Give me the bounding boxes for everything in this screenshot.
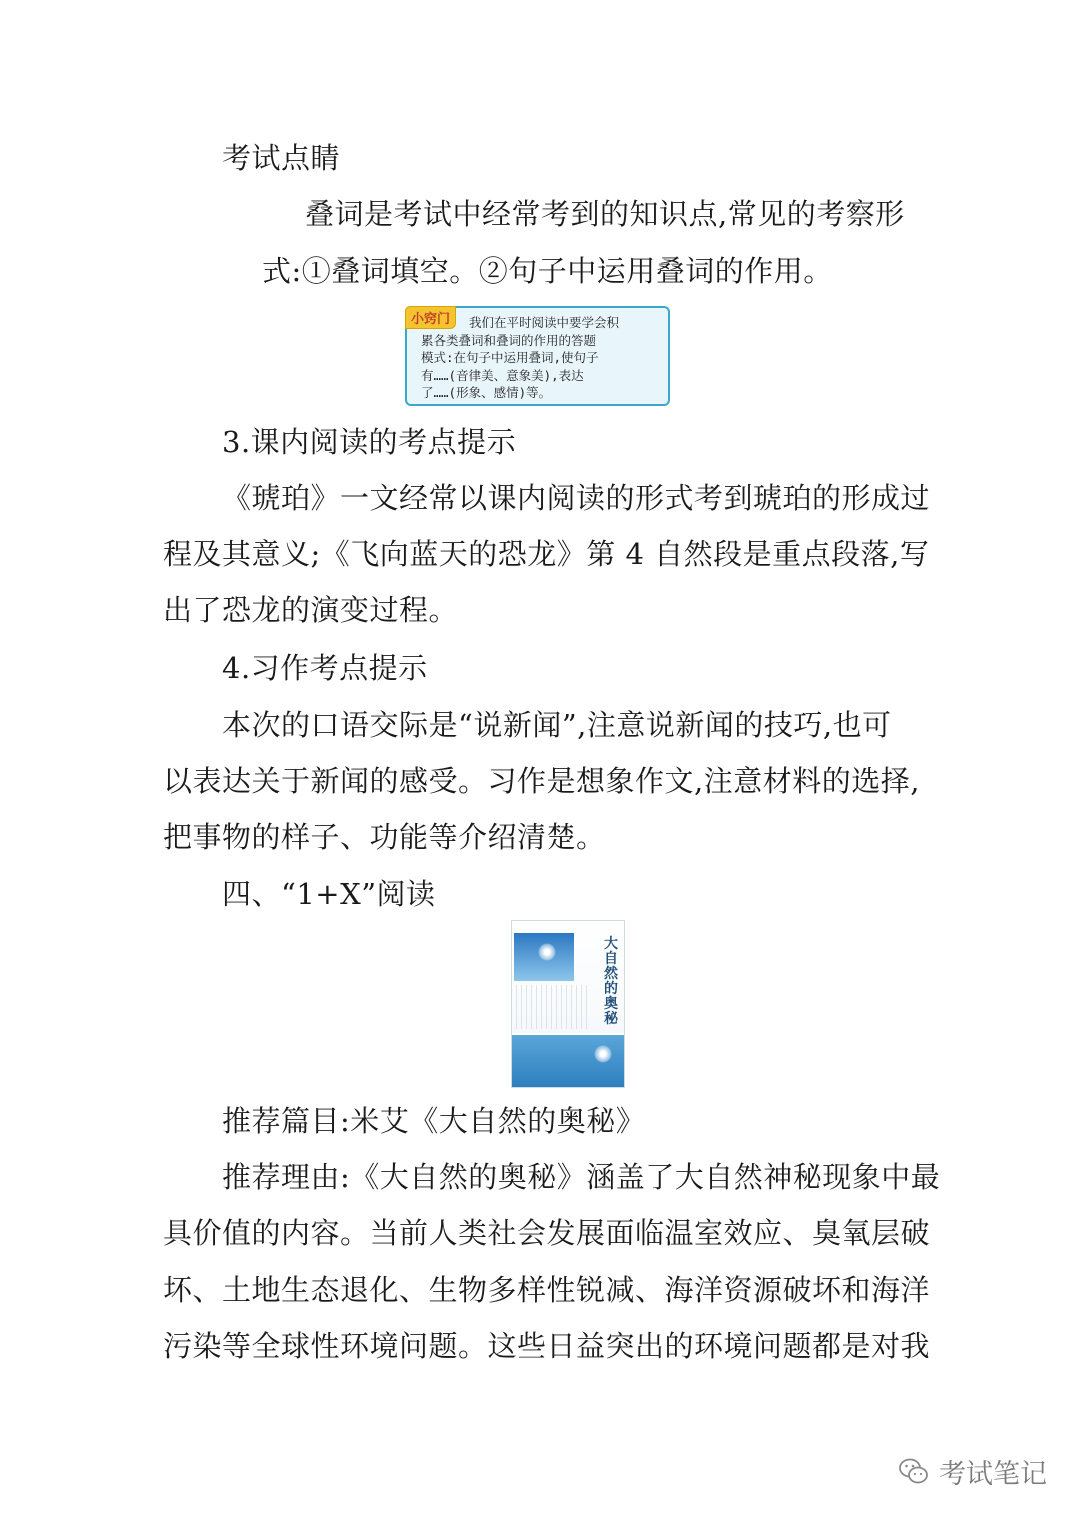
book-cover-image xyxy=(511,920,625,1088)
paragraph-line: 具价值的内容。当前人类社会发展面临温室效应、臭氧层破 xyxy=(163,1216,931,1250)
book-cover-top xyxy=(512,921,624,1033)
tip-line: 了……(形象、感情)等。 xyxy=(421,385,552,400)
paragraph-line: 出了恐龙的演变过程。 xyxy=(163,593,459,627)
paragraph-line: 《琥珀》一文经常以课内阅读的形式考到琥珀的形成过 xyxy=(222,481,931,515)
paragraph-line: 以表达关于新闻的感受。习作是想象作文,注意材料的选择, xyxy=(163,764,920,798)
paragraph-line: 本次的口语交际是“说新闻”,注意说新闻的技巧,也可 xyxy=(222,708,892,742)
section-heading-reading: 3.课内阅读的考点提示 xyxy=(222,425,517,459)
paragraph-line: 叠词是考试中经常考到的知识点,常见的考察形 xyxy=(305,197,905,231)
tip-line: 累各类叠词和叠词的作用的答题 xyxy=(421,332,597,348)
watermark xyxy=(897,1452,1047,1491)
paragraph-line: 污染等全球性环境问题。这些日益突出的环境问题都是对我 xyxy=(163,1329,931,1363)
paragraph-line: 把事物的样子、功能等介绍清楚。 xyxy=(163,820,606,854)
paragraph-line: 式:①叠词填空。②句子中运用叠词的作用。 xyxy=(262,254,833,288)
tip-text xyxy=(421,314,661,402)
tip-line: 有……(音律美、意象美),表达 xyxy=(421,367,584,383)
book-text-texture xyxy=(516,985,591,1029)
paragraph-line: 坏、土地生态退化、生物多样性锐减、海洋资源破坏和海洋 xyxy=(163,1273,931,1307)
book-sky-photo xyxy=(514,933,574,981)
tip-line: 我们在平时阅读中要学会积 xyxy=(469,315,620,330)
paragraph-line: 推荐理由:《大自然的奥秘》涵盖了大自然神秘现象中最 xyxy=(222,1160,941,1194)
watermark-text: 考试笔记 xyxy=(939,1459,1047,1490)
tip-line: 模式:在句子中运用叠词,使句子 xyxy=(421,350,599,365)
paragraph-line: 程及其意义;《飞向蓝天的恐龙》第 4 自然段是重点段落,写 xyxy=(163,537,930,571)
book-cover-bottom xyxy=(512,1035,624,1087)
tip-tag: 小窍门 xyxy=(405,306,456,329)
wechat-icon xyxy=(897,1455,931,1489)
section-heading-exam-tip: 考试点睛 xyxy=(222,141,341,175)
tip-box xyxy=(405,306,670,406)
recommend-title-line: 推荐篇目:米艾《大自然的奥秘》 xyxy=(222,1104,646,1138)
section-heading-one-plus-x: 四、“1+X”阅读 xyxy=(222,877,436,911)
book-title: 大自然的奥秘 xyxy=(604,936,618,1027)
section-heading-writing: 4.习作考点提示 xyxy=(222,651,428,685)
